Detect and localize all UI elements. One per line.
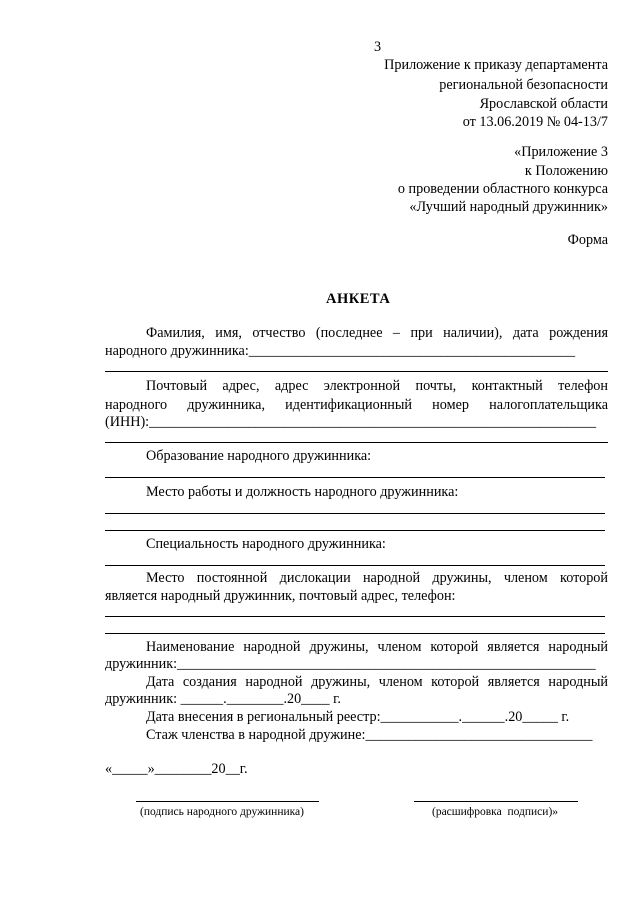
creation-date-label-line-2: дружинник: ______.________.20____ г. — [105, 691, 341, 707]
workplace-answer-line-1 — [105, 513, 605, 514]
location-answer-line-2 — [105, 633, 605, 634]
annex-line-3: о проведении областного конкурса — [397, 181, 608, 197]
postal-label-line-2: народного дружинника, идентификационный номер налогоплательщика — [105, 397, 608, 413]
postal-answer-line — [105, 442, 608, 443]
signature-decoding-caption: (расшифровка подписи)» — [432, 806, 559, 818]
annex-line-2: к Положению — [524, 163, 608, 179]
location-label-line-1: Место постоянной дислокации народной дружины, членом которой — [146, 570, 608, 586]
postal-label-line-1: Почтовый адрес, адрес электронной почты, контактный телефон — [146, 378, 608, 394]
signature-caption: (подпись народного дружинника) — [140, 806, 304, 818]
order-header-line-4: от 13.06.2019 № 04-13/7 — [462, 114, 608, 130]
document-title: АНКЕТА — [326, 291, 391, 307]
workplace-answer-line-2 — [105, 530, 605, 531]
form-label: Форма — [567, 232, 608, 248]
postal-label-line-3: (ИНН):_______________________________________________________________ — [105, 414, 597, 430]
order-header-line-2: региональной безопасности — [439, 77, 608, 93]
location-answer-line-1 — [105, 616, 605, 617]
creation-date-label-line-1: Дата создания народной дружины, членом которой является народный — [146, 674, 608, 690]
education-label: Образование народного дружинника: — [146, 448, 372, 464]
specialty-label: Специальность народного дружинника: — [146, 536, 386, 552]
druzhina-name-label-line-2: дружинник:___________________________________________________________ — [105, 656, 596, 672]
fio-label-line-2: народного дружинника:______________________________________________ — [105, 343, 576, 359]
membership-label: Стаж членства в народной дружине:________________________________ — [146, 727, 593, 743]
education-answer-line — [105, 477, 605, 478]
fio-label-line-1: Фамилия, имя, отчество (последнее – при наличии), дата рождения — [146, 325, 608, 341]
signature-line — [136, 801, 319, 802]
annex-line-1: «Приложение 3 — [514, 144, 608, 160]
fill-date-line: «_____»________20__г. — [105, 761, 248, 777]
specialty-answer-line — [105, 565, 605, 566]
signature-decoding-line — [414, 801, 578, 802]
page-number: 3 — [374, 39, 382, 55]
workplace-label: Место работы и должность народного дружинника: — [146, 484, 459, 500]
druzhina-name-label-line-1: Наименование народной дружины, членом которой является народный — [146, 639, 608, 655]
fio-answer-line — [105, 371, 608, 372]
registry-date-label: Дата внесения в региональный реестр:___________.______.20_____ г. — [146, 709, 570, 725]
location-label-line-2: является народный дружинник, почтовый адрес, телефон: — [105, 588, 456, 604]
annex-line-4: «Лучший народный дружинник» — [409, 199, 608, 215]
order-header-line-1: Приложение к приказу департамента — [384, 57, 608, 73]
order-header-line-3: Ярославской области — [479, 96, 608, 112]
